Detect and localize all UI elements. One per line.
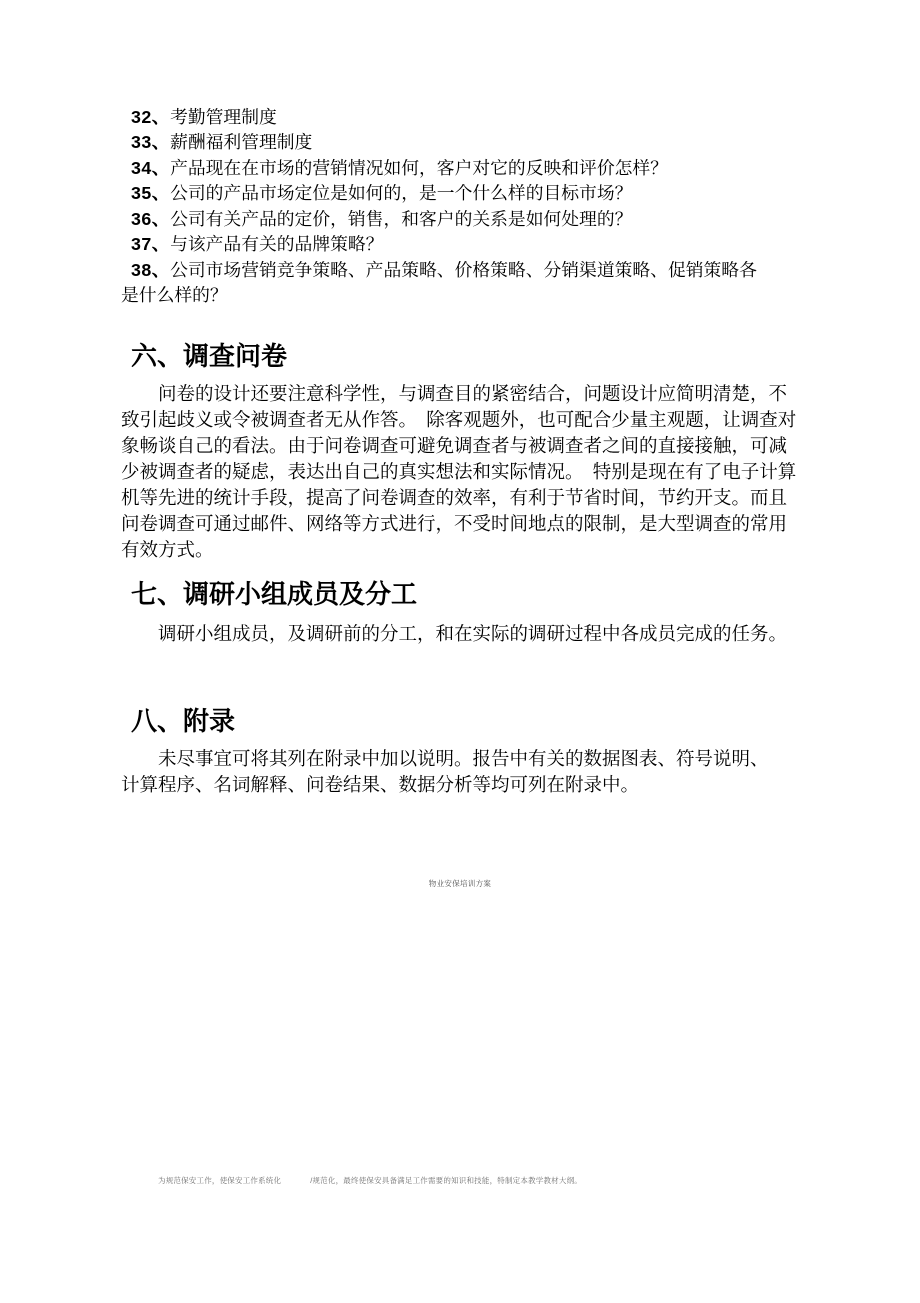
question-item-37 bbox=[120, 232, 806, 257]
question-text: 薪酬福利管理制度 bbox=[170, 132, 313, 153]
question-list bbox=[120, 105, 806, 309]
question-text: 产品现在在市场的营销情况如何，客户对它的反映和评价怎样？ bbox=[170, 157, 668, 178]
question-number: 33、 bbox=[131, 132, 171, 153]
question-number: 36、 bbox=[131, 208, 171, 229]
footer-text-right: /规范化，最终使保安具备满足工作需要的知识和技能，特制定本教学教材大纲。 bbox=[310, 1176, 582, 1185]
question-text: 公司市场营销竞争策略、产品策略、价格策略、分销渠道策略、促销策略各 bbox=[170, 259, 757, 280]
section-heading-research-team: 七、调研小组成员及分工 bbox=[131, 579, 418, 609]
question-number: 32、 bbox=[131, 107, 171, 127]
footer-text-left: 为规范保安工作，使保安工作系统化 bbox=[158, 1176, 282, 1185]
question-item-36 bbox=[120, 207, 806, 232]
question-number: 38、 bbox=[131, 259, 171, 280]
question-text: 公司的产品市场定位是如何的，是一个什么样的目标市场？ bbox=[170, 183, 633, 204]
question-text: 考勤管理制度 bbox=[170, 107, 277, 127]
section-heading-survey-questionnaire: 六、调查问卷 bbox=[131, 341, 288, 371]
section-heading-appendix: 八、附录 bbox=[131, 706, 236, 736]
question-item-38-continuation: 是什么样的？ bbox=[121, 285, 228, 306]
section-body-research-team: 调研小组成员，及调研前的分工，和在实际的调研过程中各成员完成的任务。 bbox=[158, 623, 788, 644]
question-number: 34、 bbox=[131, 157, 171, 178]
question-number: 35、 bbox=[131, 183, 171, 204]
question-text: 与该产品有关的品牌策略？ bbox=[170, 234, 384, 255]
question-item-38 bbox=[120, 258, 806, 283]
question-item-32 bbox=[120, 105, 806, 130]
section-body-appendix: 未尽事宜可将其列在附录中加以说明。报告中有关的数据图表、符号说明、计算程序、名词解释、问卷结果、数据分析等均可列在附录中。 bbox=[121, 748, 769, 795]
question-number: 37、 bbox=[131, 234, 171, 255]
question-item-33 bbox=[120, 130, 806, 155]
watermark-text: 物业安保培训方案 bbox=[428, 879, 492, 888]
question-text: 公司有关产品的定价，销售，和客户的关系是如何处理的？ bbox=[170, 208, 633, 229]
section-body-survey-questionnaire: 问卷的设计还要注意科学性，与调查目的紧密结合，问题设计应简明清楚，不致引起歧义或令被调查者无从作答。 除客观题外，也可配合少量主观题，让调查对象畅谈自己的看法。由于问卷调查可避免调查者与被调查者之间的直接接触，可减少被调查者的疑虑，表达出自己的真实想法和实际情况。 特别是现在有了电子计算机等先进的统计手段，提高了问卷调查的效率，有利于节省时间，节约开支。而且问卷调查可通过邮件、网络等方式进行，不受时间地点的限制，是大型调查的常用有效方式。 bbox=[121, 383, 797, 560]
page-footer bbox=[158, 1175, 582, 1186]
question-item-35 bbox=[120, 181, 806, 206]
question-item-34 bbox=[120, 156, 806, 181]
